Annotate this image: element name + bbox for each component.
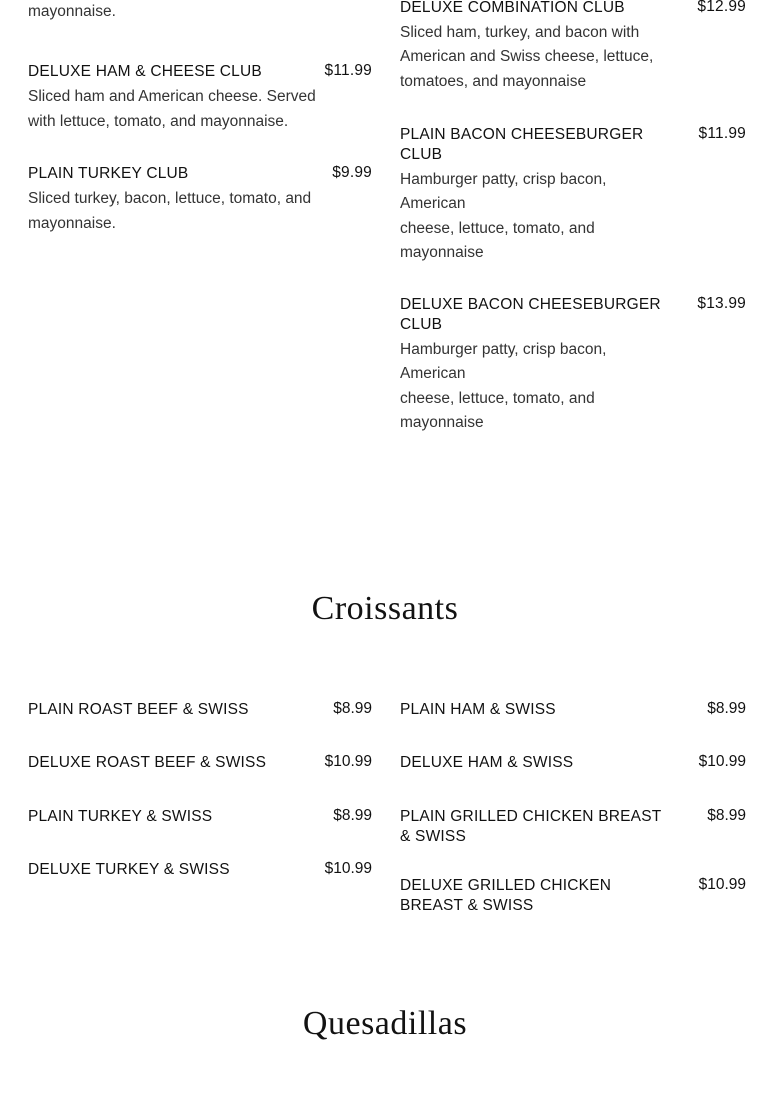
- item-price: $8.99: [707, 700, 746, 717]
- item-price: $8.99: [707, 806, 746, 824]
- croissants-right-column: [400, 700, 746, 941]
- clubs-section: [0, 0, 770, 453]
- menu-row: [400, 807, 746, 848]
- item-description-line: cheese, lettuce, tomato, and mayonnaise: [400, 219, 595, 262]
- item-price: $11.99: [698, 125, 746, 143]
- item-description-line: American and Swiss cheese, lettuce,: [400, 48, 654, 66]
- item-name: PLAIN HAM & SWISS: [400, 701, 556, 718]
- menu-row: [28, 753, 372, 773]
- item-name: PLAIN TURKEY CLUB: [28, 165, 189, 183]
- item-description-line: Hamburger patty, crisp bacon, American: [400, 340, 607, 383]
- item-price: $9.99: [332, 164, 372, 182]
- item-price: $10.99: [698, 875, 746, 893]
- item-name: DELUXE COMBINATION CLUB: [400, 0, 625, 16]
- item-description-line: cheese, lettuce, tomato, and mayonnaise: [400, 389, 595, 431]
- menu-row: [400, 753, 746, 773]
- item-name: DELUXE BACON CHEESEBURGER CLUB: [400, 295, 661, 333]
- item-price: $13.99: [697, 294, 746, 312]
- item-price: $10.99: [698, 753, 746, 771]
- item-price: $8.99: [333, 806, 372, 824]
- item-name: DELUXE TURKEY & SWISS: [28, 861, 230, 879]
- menu-row: [28, 700, 372, 720]
- menu-item: [28, 164, 372, 236]
- item-price: $11.99: [324, 62, 372, 80]
- menu-item: [400, 125, 746, 266]
- section-heading: Quesadillas: [302, 1005, 468, 1042]
- item-name: DELUXE ROAST BEEF & SWISS: [28, 754, 267, 772]
- menu-row: [400, 700, 746, 720]
- menu-row: [400, 876, 746, 917]
- menu-item: [28, 62, 372, 134]
- item-name: PLAIN BACON CHEESEBURGER CLUB: [400, 126, 644, 164]
- menu-item: [400, 295, 746, 436]
- item-name: PLAIN GRILLED CHICKEN BREAST & SWISS: [400, 807, 662, 846]
- menu-row: [28, 807, 372, 827]
- item-price: $8.99: [333, 700, 372, 717]
- clubs-right-column: [400, 0, 746, 453]
- continued-description-text: mayonnaise.: [28, 3, 116, 20]
- item-name: DELUXE GRILLED CHICKEN BREAST & SWISS: [400, 876, 612, 915]
- clubs-left-column: [28, 0, 400, 453]
- item-name: DELUXE HAM & CHEESE CLUB: [28, 63, 262, 81]
- menu-row: [28, 860, 372, 880]
- quesadillas-section-title: [0, 1005, 770, 1043]
- item-description: Sliced ham and American cheese. Served with lettuce, tomato, and mayonnaise.: [28, 88, 316, 130]
- item-name: PLAIN TURKEY & SWISS: [28, 807, 213, 825]
- item-description-line: tomatoes, and mayonnaise: [400, 72, 587, 90]
- item-price: $10.99: [324, 860, 372, 878]
- item-name: PLAIN ROAST BEEF & SWISS: [28, 701, 249, 718]
- menu-item: [400, 0, 746, 94]
- item-price: $10.99: [324, 753, 372, 771]
- item-description-line: Sliced ham, turkey, and bacon with: [400, 23, 640, 41]
- croissants-left-column: [28, 700, 400, 941]
- item-description-line: Hamburger patty, crisp bacon, American: [400, 170, 607, 213]
- section-heading: Croissants: [311, 590, 459, 627]
- croissants-section-title: [0, 590, 770, 628]
- item-price: $12.99: [697, 0, 746, 15]
- croissants-section: [0, 700, 770, 941]
- item-description: Sliced turkey, bacon, lettuce, tomato, and mayonnaise.: [28, 190, 312, 232]
- item-name: DELUXE HAM & SWISS: [400, 754, 574, 772]
